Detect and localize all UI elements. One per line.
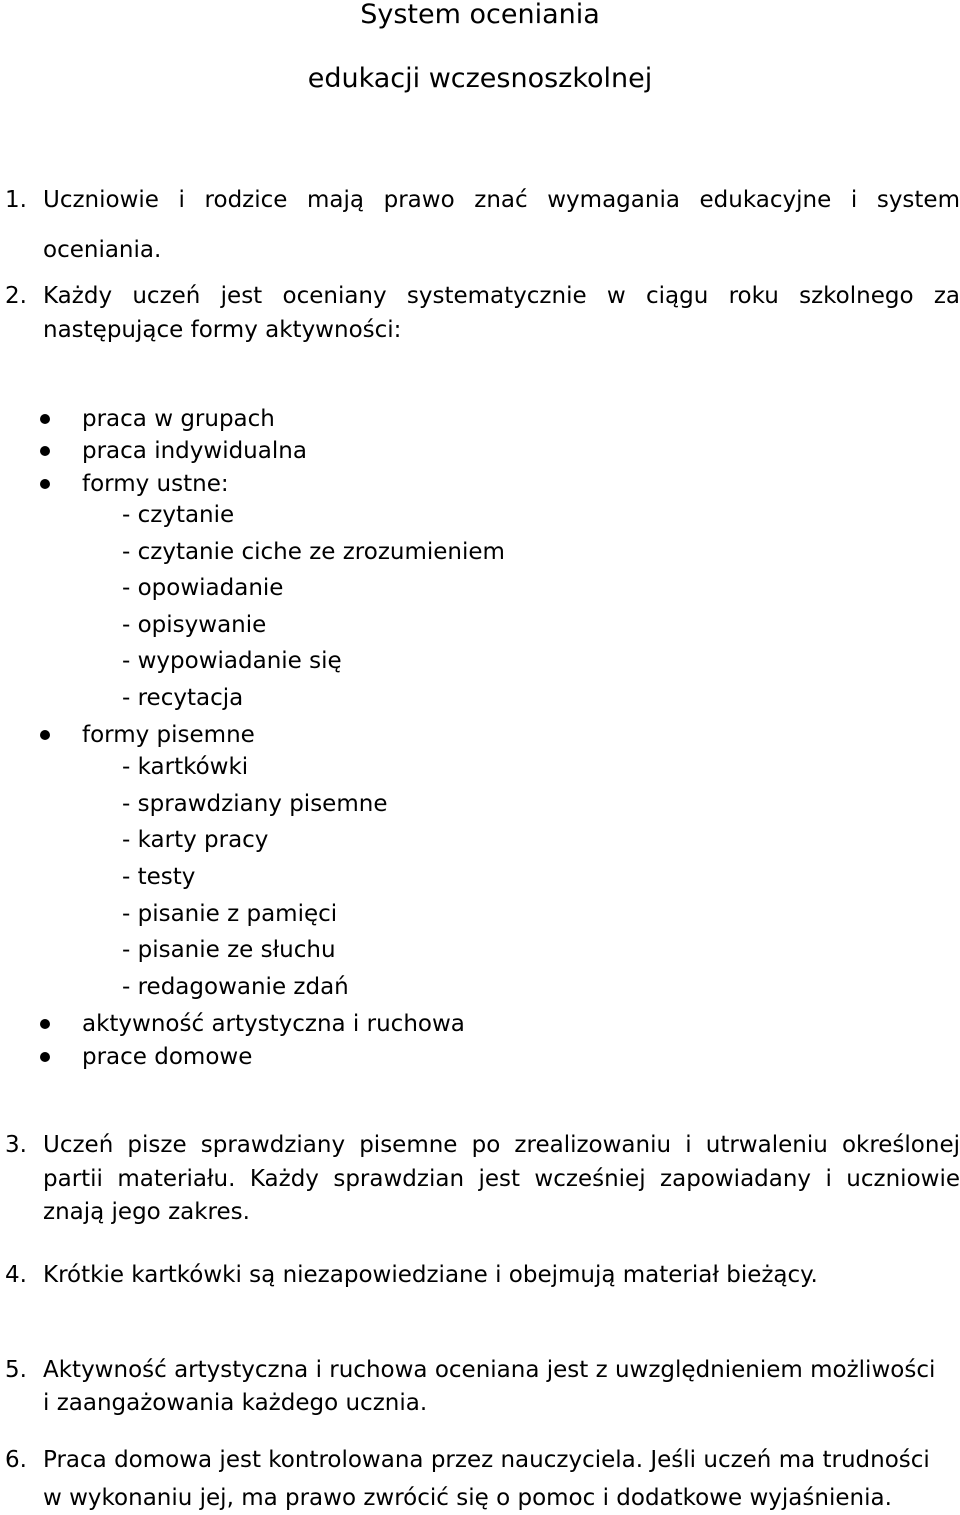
activity-subitem: - opisywanie bbox=[122, 612, 267, 638]
point-5-line-1: Aktywność artystyczna i ruchowa oceniana jest z uwzględnieniem możliwości bbox=[43, 1357, 936, 1383]
point-6-line-2: w wykonaniu jej, ma prawo zwrócić się o pomoc i dodatkowe wyjaśnienia. bbox=[43, 1485, 892, 1511]
bullet-icon bbox=[40, 479, 50, 489]
activity-subitem: - testy bbox=[122, 864, 196, 890]
title-line-2: edukacji wczesnoszkolnej bbox=[307, 63, 653, 94]
point-2-line-2: następujące formy aktywności: bbox=[43, 317, 402, 343]
point-3-line-3: znają jego zakres. bbox=[43, 1199, 250, 1225]
bullet-icon bbox=[40, 414, 50, 424]
activity-form-item: formy pisemne bbox=[82, 722, 255, 748]
activity-form-item: prace domowe bbox=[82, 1044, 253, 1070]
title-line-1: System oceniania bbox=[360, 0, 600, 30]
activity-subitem: - redagowanie zdań bbox=[122, 974, 349, 1000]
point-1-line-2: oceniania. bbox=[43, 237, 162, 263]
point-2-number: 2. bbox=[5, 283, 27, 309]
activity-subitem: - pisanie ze słuchu bbox=[122, 937, 336, 963]
point-5-line-2: i zaangażowania każdego ucznia. bbox=[43, 1390, 428, 1416]
activity-subitem: - czytanie bbox=[122, 502, 235, 528]
activity-subitem: - sprawdziany pisemne bbox=[122, 791, 388, 817]
activity-subitem: - pisanie z pamięci bbox=[122, 901, 338, 927]
activity-subitem: - czytanie ciche ze zrozumieniem bbox=[122, 539, 505, 565]
activity-subitem: - wypowiadanie się bbox=[122, 648, 342, 674]
point-2-line-1: Każdy uczeń jest oceniany systematycznie w ciągu roku szkolnego za bbox=[43, 283, 960, 309]
bullet-icon bbox=[40, 730, 50, 740]
activity-form-item: praca indywidualna bbox=[82, 438, 307, 464]
point-4-number: 4. bbox=[5, 1262, 27, 1288]
bullet-icon bbox=[40, 1019, 50, 1029]
activity-form-item: aktywność artystyczna i ruchowa bbox=[82, 1011, 465, 1037]
point-1-number: 1. bbox=[5, 187, 27, 213]
point-3-line-2: partii materiału. Każdy sprawdzian jest wcześniej zapowiadany i uczniowie bbox=[43, 1166, 960, 1192]
activity-subitem: - kartkówki bbox=[122, 754, 249, 780]
bullet-icon bbox=[40, 446, 50, 456]
point-5-number: 5. bbox=[5, 1357, 27, 1383]
activity-form-item: praca w grupach bbox=[82, 406, 275, 432]
bullet-icon bbox=[40, 1052, 50, 1062]
point-6-number: 6. bbox=[5, 1447, 27, 1473]
activity-subitem: - opowiadanie bbox=[122, 575, 284, 601]
point-3-number: 3. bbox=[5, 1132, 27, 1158]
activity-subitem: - recytacja bbox=[122, 685, 244, 711]
point-3-line-1: Uczeń pisze sprawdziany pisemne po zrealizowaniu i utrwaleniu określonej bbox=[43, 1132, 960, 1158]
activity-form-item: formy ustne: bbox=[82, 471, 229, 497]
point-1-line-1: Uczniowie i rodzice mają prawo znać wymagania edukacyjne i system bbox=[43, 187, 960, 213]
activity-subitem: - karty pracy bbox=[122, 827, 269, 853]
point-6-line-1: Praca domowa jest kontrolowana przez nauczyciela. Jeśli uczeń ma trudności bbox=[43, 1447, 930, 1473]
point-4-line-1: Krótkie kartkówki są niezapowiedziane i obejmują materiał bieżący. bbox=[43, 1262, 818, 1288]
